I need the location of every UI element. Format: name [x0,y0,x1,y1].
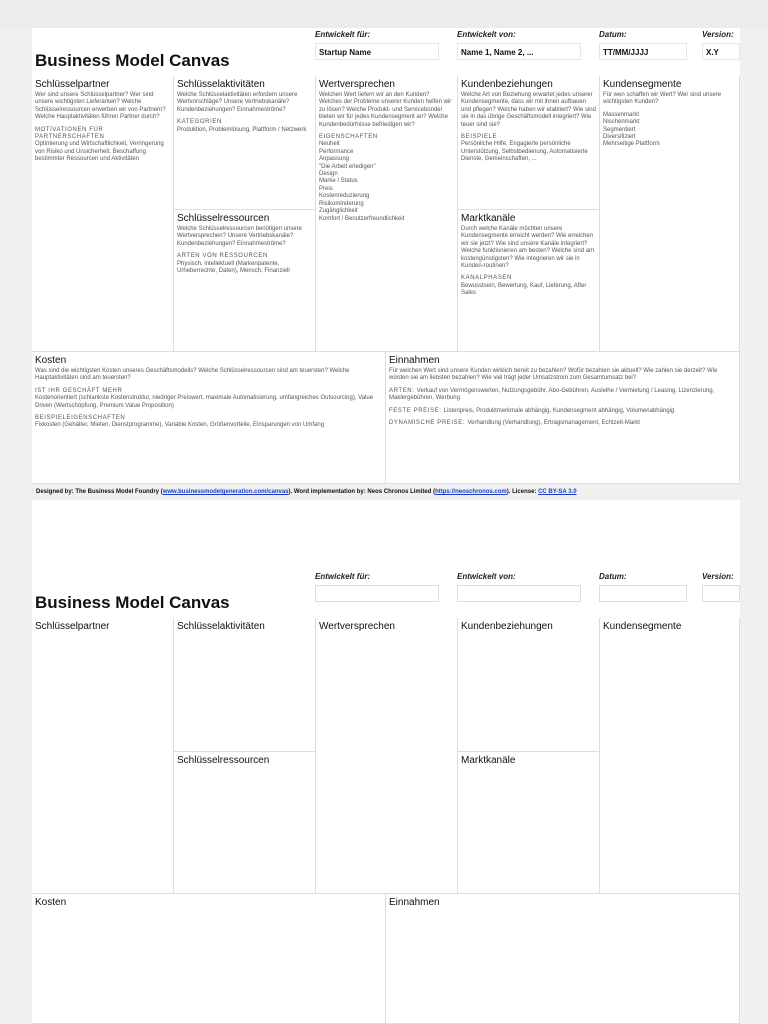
meta-developed-by [457,30,581,60]
section-dynamic-prices [389,420,736,427]
cell-question: Was sind die wichtigsten Kosten unseres Geschäftsmodells? Welche Schlüsselressourcen sind am teuersten? Welche Hauptaktivitäten sind am teuersten? [35,368,350,382]
meta-label: Datum: [599,572,627,581]
cell-body [603,92,736,149]
canvas-page-2 [32,570,740,1024]
cell-partners[interactable] [32,76,174,352]
cell-channels[interactable] [458,210,600,352]
developed-by-field[interactable]: Name 1, Name 2, ... [457,43,581,60]
cell-question: Für welchen Wert sind unsere Kunden wirklich bereit zu bezahlen? Wofür bezahlen sie aktuell? Wie zahlen sie derzeit? Wie würden sie am liebsten bezahlen? Wie viel trägt jeder Umsatzstrom zum Gesamtumsatz bei? [389,368,718,382]
section-label: FESTE PREISE: [389,407,442,414]
cell-value-propositions[interactable] [316,76,458,352]
cell-title: Kundensegmente [603,79,682,90]
section-text: Massenmarkt Nischenmarkt Segmentiert Diversifiziert Mehrseitige Plattform [603,111,660,148]
cell-body [35,92,170,164]
cell-activities[interactable] [174,76,316,210]
canvas-header [32,570,740,618]
developed-for-field[interactable]: Startup Name [315,43,439,60]
cell-body [389,368,736,427]
neoschronos-link[interactable]: https://neoschronos.com [435,489,507,495]
section-label: EIGENSCHAFTEN [319,134,378,141]
cell-title: Marktkanäle [461,213,516,224]
section-text: Neuheit Performance Anpassung "Die Arbeit erledigen" Design Marke / Status Preis Kostenreduzierung Risikominderung Zugänglichkeit Komfort / Benutzerfreundlichkeit [319,141,405,222]
section-text: Verkauf von Vermögenswerten, Nutzungsgebühr, Abo-Gebühren, Ausleihe / Vermietung / Leasing, Lizenzierung, Maklergebühren, Werbung [389,387,715,402]
cell-title: Schlüsselressourcen [177,755,270,766]
cell-body [461,92,596,164]
meta-label: Version: [702,30,734,39]
cell-title: Schlüsselpartner [35,621,110,632]
developed-by-field[interactable] [457,585,581,602]
cell-revenue[interactable] [386,894,740,1024]
cell-title: Schlüsselpartner [35,79,110,90]
cell-resources[interactable] [174,752,316,894]
credit-text: Designed by: The Business Model Foundry ( [36,489,163,495]
date-field[interactable] [599,585,687,602]
cell-relationships[interactable] [458,618,600,752]
section-label: BEISPIELEIGENSCHAFTEN [35,415,126,422]
section-label: ARTEN: [389,387,415,394]
cell-title: Wertversprechen [319,621,395,632]
cell-value-propositions[interactable] [316,618,458,894]
cell-revenue[interactable] [386,352,740,484]
cell-resources[interactable] [174,210,316,352]
cell-segments[interactable] [600,618,740,894]
cell-body [177,226,312,275]
meta-label: Entwickelt für: [315,572,371,581]
cell-body [461,226,596,298]
meta-label: Entwickelt von: [457,572,516,581]
cell-segments[interactable] [600,76,740,352]
section-arten [389,388,736,403]
section-label: KATEGORIEN [177,119,222,126]
cell-costs[interactable] [32,352,386,484]
section-text: Optimierung und Wirtschaftlichkeit, Verringerung von Risiko und Unsicherheit, Beschaffung bestimmter Ressourcen und Aktivitäten [35,141,164,163]
cell-title: Kundenbeziehungen [461,621,553,632]
meta-developed-by [457,572,581,602]
section-text: Listenpreis, Produktmerkmale abhängig, Kundensegment abhängig, Volumenabhängig [443,407,675,414]
section-text: Kostenorientiert (schlankste Kostenstruktur, niedriger Preiswert, maximale Automatisierung, umfangreiches Outsourcing), Value Driven (Wertschöpfung, Premium Value Proposition) [35,395,374,409]
section-text: Bewusstsein, Bewertung, Kauf, Lieferung, After Sales [461,282,587,297]
cell-title: Kosten [35,355,67,366]
cell-title: Einnahmen [389,897,440,908]
cell-title: Kundensegmente [603,621,682,632]
cell-channels[interactable] [458,752,600,894]
cell-title: Kundenbeziehungen [461,79,553,90]
bmc-link[interactable]: www.businessmodelgeneration.com/canvas [162,489,289,495]
version-field[interactable]: X.Y [702,43,740,60]
cell-partners[interactable] [32,618,174,894]
canvas-title: Business Model Canvas [35,593,230,612]
meta-date [599,572,687,602]
section-label: MOTIVATIONEN FÜR PARTNERSCHAFTEN [35,126,105,141]
section-label: ARTEN VON RESSOURCEN [177,253,268,260]
cell-question: Welche Art von Beziehung erwartet jedes unserer Kundensegmente, dass wir mit ihnen aufbauen und pflegen? Welche haben wir etabliert? Wie sind sie in das übrige Geschäftsmodell integriert? Wie teuer sind sie? [461,92,596,128]
section-text: Produktion, Problemlösung, Plattform / Netzwerk [177,126,307,133]
cell-body [35,368,382,430]
developed-for-field[interactable] [315,585,439,602]
section-text: Verhandlung (Verhandlung), Ertragsmanagement, Echtzeit-Markt [467,420,640,427]
date-field[interactable]: TT/MM/JJJJ [599,43,687,60]
license-link[interactable]: CC BY-SA 3.0 [538,489,577,495]
cell-question: Welche Schlüsselressourcen benötigen unsere Wertversprechen? Unsere Vertriebskanäle? Kundenbeziehungen? Einnahmeströme? [177,226,302,247]
section-label: IST IHR GESCHÄFT MEHR [35,387,123,394]
page-gap [32,500,740,570]
section-label: BEISPIELE [461,134,498,141]
cell-question: Welche Schlüsselaktivitäten erfordern unsere Wertvorschläge? Unsere Vertriebskanäle? Kundenbeziehungen? Einnahmeströme? [177,92,298,113]
cell-title: Einnahmen [389,355,440,366]
section-text: Persönliche Hilfe, Engagierte persönliche Unterstützung, Selbstbedienung, Automatisierte Dienste, Gemeinschaften, ... [461,141,588,163]
cell-title: Schlüsselaktivitäten [177,79,265,90]
cell-body [177,92,312,134]
section-label: DYNAMISCHE PREISE: [389,420,466,427]
cell-title: Schlüsselaktivitäten [177,621,265,632]
meta-label: Version: [702,572,734,581]
cell-costs[interactable] [32,894,386,1024]
meta-label: Datum: [599,30,627,39]
version-field[interactable] [702,585,740,602]
meta-label: Entwickelt für: [315,30,371,39]
top-bar [0,0,768,28]
cell-question: Durch welche Kanäle möchten unsere Kundensegmente erreicht werden? Wie erreichen wir sie jetzt? Wie sind unsere Kanäle integriert? Welche funktionieren am besten? Welche sind am kostengünstigsten? Wie integrieren wir sie in Kunden-routinen? [461,226,595,270]
section-text: Physisch, intellektuell (Markenpatente, Urheberrechte, Daten), Mensch, Finanziell [177,260,290,275]
canvas-grid [32,76,740,484]
meta-version [702,572,740,602]
cell-activities[interactable] [174,618,316,752]
canvas-title: Business Model Canvas [35,51,230,70]
credit-text: ). Word implementation by: Neos Chronos Limited ( [288,489,436,495]
meta-date [599,30,687,60]
cell-question: Wer sind unsere Schlüsselpartner? Wer sind unsere wichtigsten Lieferanten? Welche Schlüsselressourcen erwerben wir von Partnern? Welche Hauptaktivitäten führen Partner durch? [35,92,166,121]
section-fixed-prices [389,408,736,415]
cell-relationships[interactable] [458,76,600,210]
section-label: KANALPHASEN [461,275,512,282]
meta-label: Entwickelt von: [457,30,516,39]
cell-title: Wertversprechen [319,79,395,90]
canvas-grid [32,618,740,1024]
cell-title: Schlüsselressourcen [177,213,270,224]
meta-version [702,30,740,60]
cell-body [319,92,454,223]
meta-developed-for [315,30,439,60]
credit-text: ). License: [506,489,539,495]
meta-developed-for [315,572,439,602]
cell-question: Welchen Wert liefern wir an den Kunden? Welches der Probleme unserer Kunden helfen wir zu lösen? Welche Produkt- und Servicebündel bieten wir für jedes Kundensegment an? Welche Kundenbedürfnisse befriedigen wir? [319,92,452,128]
section-text: Fixkosten (Gehälter, Mieten, Dienstprogramme), Variable Kosten, Größenvorteile, Einsparungen von Umfang [35,422,325,429]
cell-title: Marktkanäle [461,755,516,766]
credit-line [36,489,577,495]
canvas-header [32,28,740,76]
canvas-page-1 [32,28,740,484]
cell-question: Für wen schaffen wir Wert? Wer sind unsere wichtigsten Kunden? [603,92,722,106]
cell-title: Kosten [35,897,67,908]
